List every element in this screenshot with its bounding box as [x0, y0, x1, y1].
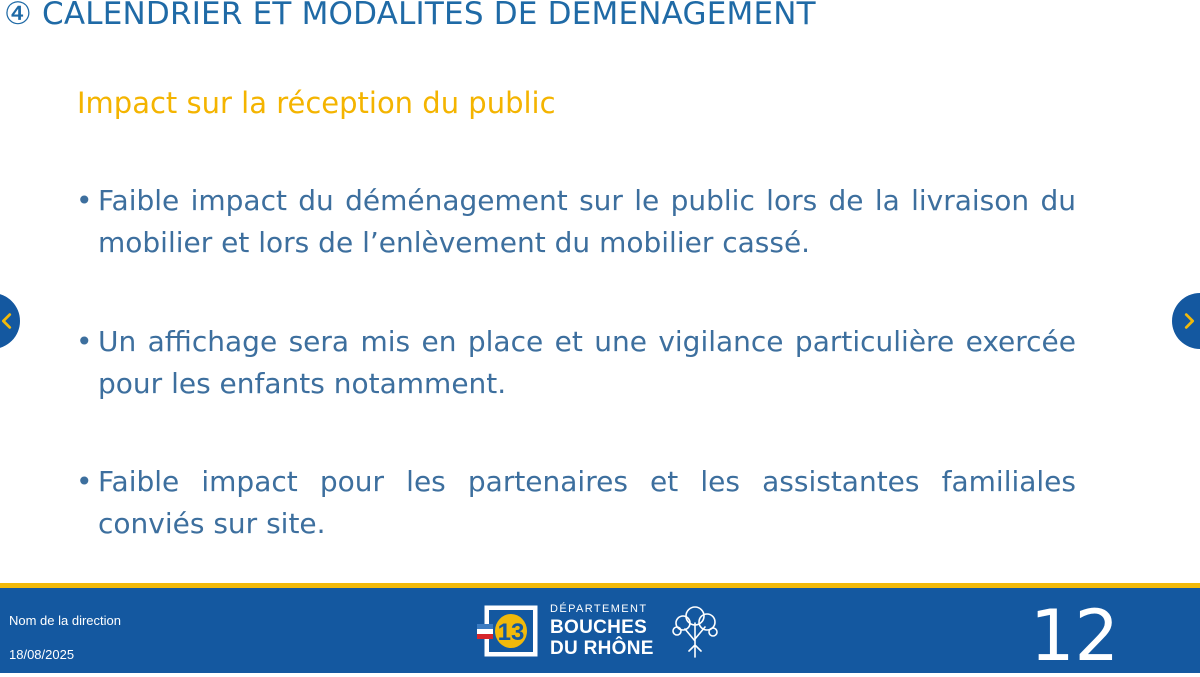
- footer-date: 18/08/2025: [9, 647, 75, 662]
- olive-tree-icon: [665, 601, 725, 659]
- bullet-marker: •: [76, 325, 93, 358]
- chevron-right-icon: [1178, 310, 1200, 332]
- bullet-item: [76, 321, 1076, 405]
- chevron-left-icon: [0, 310, 18, 332]
- bullet-item: [76, 180, 1076, 264]
- bullet-text: Un affichage sera mis en place et une vigilance particulière exercée pour les enfants notamment.: [98, 325, 1076, 400]
- logo-du-rhone-text: DU RHÔNE: [550, 638, 654, 659]
- slide-subtitle: Impact sur la réception du public: [77, 86, 556, 120]
- slide-title: [4, 0, 816, 32]
- bullet-text: Faible impact pour les partenaires et les assistantes familiales conviés sur site.: [98, 465, 1076, 540]
- logo-number: 13: [497, 619, 525, 646]
- section-number: ④: [4, 0, 32, 32]
- bullet-item: [76, 461, 1076, 545]
- direction-label: Nom de la direction: [9, 613, 121, 628]
- title-text: CALENDRIER ET MODALITES DE DEMENAGEMENT: [42, 0, 816, 32]
- next-slide-button[interactable]: [1172, 293, 1200, 349]
- slide-footer: [0, 588, 1200, 677]
- logo-bouches-text: BOUCHES: [550, 617, 648, 638]
- departement-13-logo-icon: [477, 604, 539, 658]
- departement-logo: [477, 601, 727, 661]
- bullet-text: Faible impact du déménagement sur le public lors de la livraison du mobilier et lors de l’enlèvement du mobilier cassé.: [98, 184, 1076, 259]
- previous-slide-button[interactable]: [0, 293, 20, 349]
- logo-departement-text: DÉPARTEMENT: [550, 603, 648, 615]
- bullet-marker: •: [76, 465, 93, 498]
- page-number: 12: [1030, 595, 1120, 677]
- bullet-marker: •: [76, 184, 93, 217]
